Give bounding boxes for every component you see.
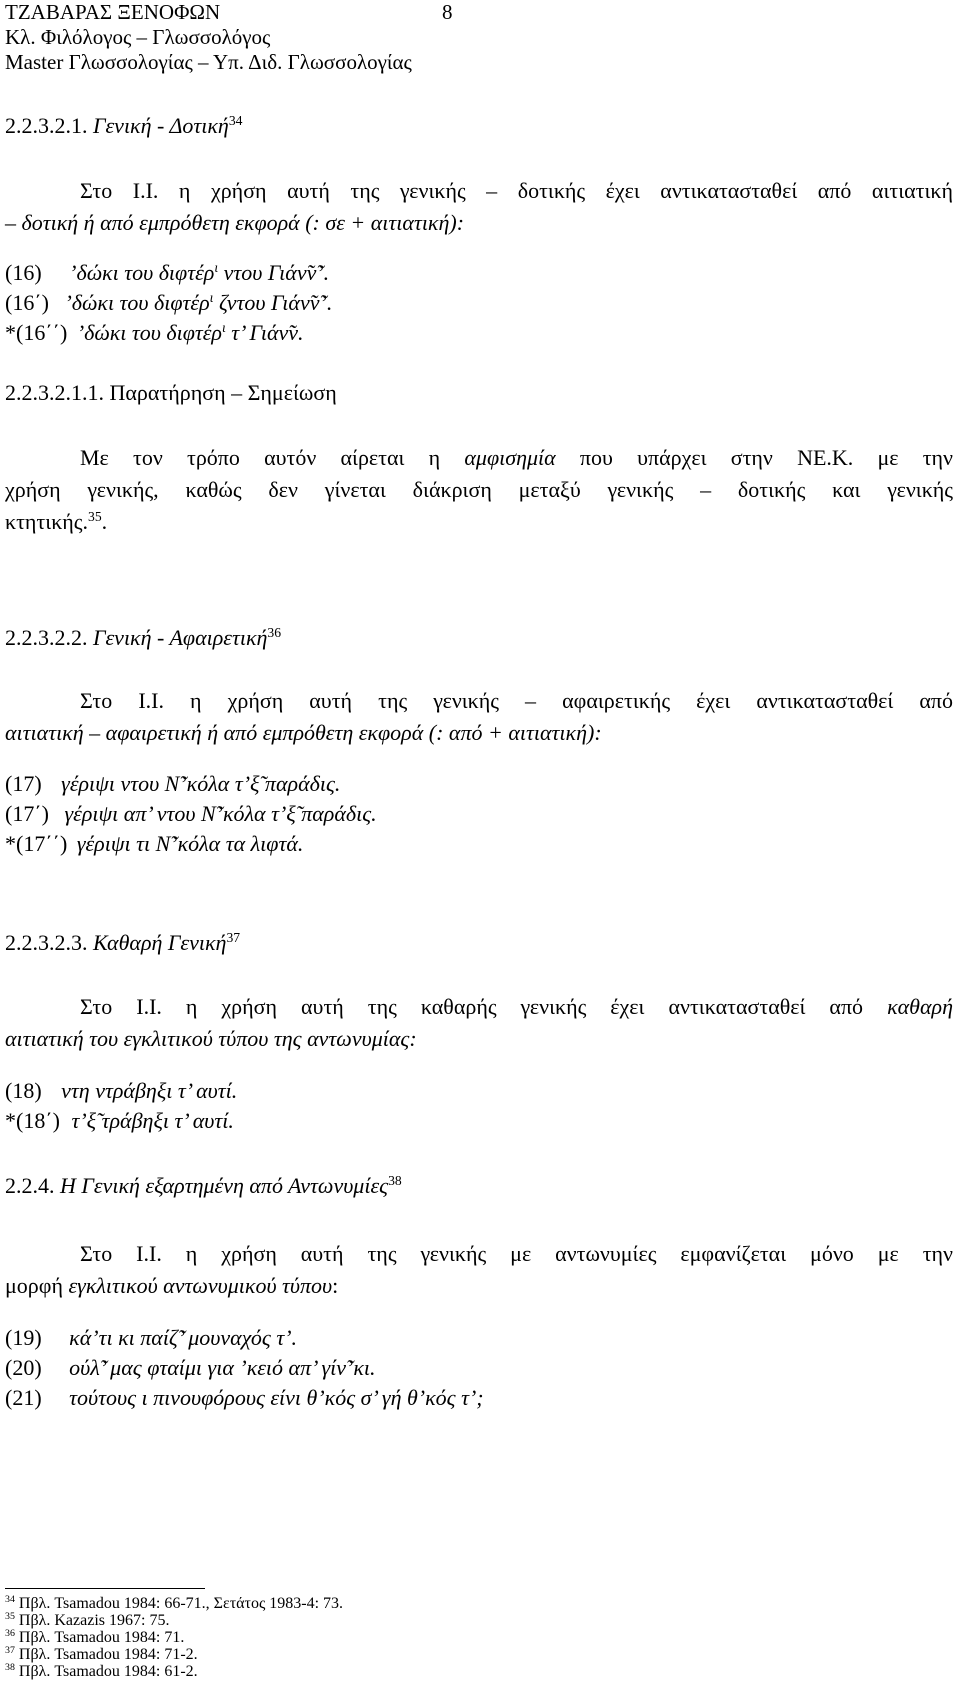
example-number: *(18΄)	[5, 1108, 60, 1133]
example-16a: (16΄) ’δώκι του διφτέρ$^\iota$ ζντου Γιάν̃ν̃’.	[5, 289, 333, 315]
section-number: 2.2.3.2.1.1.	[5, 380, 104, 405]
example-20: (20) ούλ̃’ μας φταίμι για ’κειό απ’ γίν̃’κι.	[5, 1355, 376, 1380]
example-17: (17) γέριψι ντου Ν̃’κόλα τ’ξ̃ παράδις.	[5, 771, 341, 796]
example-16b: *(16΄΄) ’δώκι του διφτέρ$^\iota$ τ’ Γιάν̃ν.	[5, 319, 304, 345]
paragraph-line: Στο Ι.Ι. η χρήση αυτή της γενικής με αντωνυμίες εμφανίζεται μόνο με την	[80, 1241, 953, 1266]
footnote-ref: 36	[267, 624, 282, 640]
page-number: 8	[442, 0, 453, 24]
example-number: *(17΄΄)	[5, 831, 68, 856]
example-19: (19) κά’τι κι παίζ̃’ μουναχός τ’.	[5, 1325, 298, 1350]
paragraph-line: αιτιατική του εγκλιτικού τύπου της αντωνυμίας:	[5, 1026, 417, 1051]
section-title: Γενική - Δοτική	[93, 113, 229, 138]
header-author: ΤΖΑΒΑΡΑΣ ΞΕΝΟΦΩΝ	[5, 0, 221, 24]
footnote: $^{35}$ Πβλ. Kazazis 1967: 75.	[5, 1610, 170, 1629]
paragraph-line: αιτιατική – αφαιρετική ή από εμπρόθετη εκφορά (: από + αιτιατική):	[5, 720, 602, 745]
paragraph-line: Με τον τρόπο αυτόν αίρεται η αμφισημία που υπάρχει στην ΝΕ.Κ. με την	[80, 445, 954, 470]
subsection-heading	[5, 382, 337, 404]
example-number: (17΄)	[5, 801, 49, 826]
example-number: (16΄)	[5, 290, 49, 315]
section-number: 2.2.3.2.3.	[5, 930, 88, 955]
footnote-ref: 38	[388, 1172, 402, 1188]
section-title: Η Γενική εξαρτημένη από Αντωνυμίες	[60, 1173, 389, 1198]
example-number: (19)	[5, 1325, 42, 1350]
header-degree: Master Γλωσσολογίας – Υπ. Διδ. Γλωσσολογίας	[5, 50, 412, 74]
footnote: $^{37}$ Πβλ. Tsamadou 1984: 71-2.	[5, 1644, 198, 1663]
section-number: 2.2.4.	[5, 1173, 55, 1198]
example-21: (21) τούτους ι πινουφόρους είνι θ’κός σ’ γή θ’κός τ’;	[5, 1385, 484, 1410]
example-number: (18)	[5, 1078, 42, 1103]
paragraph-line: – δοτική ή από εμπρόθετη εκφορά (: σε + αιτιατική):	[5, 210, 465, 235]
section-title: Γενική - Αφαιρετική	[93, 625, 268, 650]
footnote: $^{34}$ Πβλ. Tsamadou 1984: 66-71., Σετάτος 1983-4: 73.	[5, 1593, 344, 1612]
footnote-ref: 34	[228, 112, 243, 128]
example-number: (21)	[5, 1385, 42, 1410]
paragraph-line: Στο Ι.Ι. η χρήση αυτή της γενικής – δοτικής έχει αντικατασταθεί από αιτιατική	[80, 178, 953, 203]
example-16: (16) ’δώκι του διφτέρ$^\iota$ ντου Γιάν̃ν̃’.	[5, 259, 330, 285]
paragraph-line: Στο Ι.Ι. η χρήση αυτή της γενικής – αφαιρετικής έχει αντικατασταθεί από	[80, 688, 953, 713]
example-number: (17)	[5, 771, 42, 796]
section-number: 2.2.3.2.1.	[5, 113, 88, 138]
header-role: Κλ. Φιλόλογος – Γλωσσολόγος	[5, 25, 271, 49]
section-number: 2.2.3.2.2.	[5, 625, 88, 650]
footnote-ref: 37	[226, 929, 241, 945]
paragraph-line: χρήση γενικής, καθώς δεν γίνεται διάκριση μεταξύ γενικής – δοτικής και γενικής	[5, 477, 953, 502]
footnote-separator	[5, 1588, 205, 1589]
section-heading	[5, 929, 241, 955]
example-17a: (17΄) γέριψι απ’ ντου Ν̃’κόλα τ’ξ̃ παράδις.	[5, 801, 377, 826]
example-number: *(16΄΄)	[5, 320, 68, 345]
section-title: Παρατήρηση – Σημείωση	[109, 380, 337, 405]
paragraph-line: μορφή εγκλιτικού αντωνυμικού τύπου:	[5, 1273, 339, 1298]
footnote-ref: 35	[88, 508, 102, 524]
section-title: Καθαρή Γενική	[93, 930, 227, 955]
footnote: $^{38}$ Πβλ. Tsamadou 1984: 61-2.	[5, 1661, 198, 1680]
footnote: $^{36}$ Πβλ. Tsamadou 1984: 71.	[5, 1627, 185, 1646]
example-18a: *(18΄) τ’ξ̃ τράβηξι τ’ αυτί.	[5, 1108, 234, 1133]
paragraph-line: Στο Ι.Ι. η χρήση αυτή της καθαρής γενικής έχει αντικατασταθεί από καθαρή	[80, 994, 954, 1019]
section-heading	[5, 624, 282, 650]
example-number: (16)	[5, 260, 42, 285]
section-heading	[5, 112, 243, 138]
example-17b: *(17΄΄) γέριψι τι Ν̃’κόλα τα λιφτά.	[5, 831, 304, 856]
example-number: (20)	[5, 1355, 42, 1380]
section-heading	[5, 1172, 402, 1198]
example-18: (18) ντη ντράβηξι τ’ αυτί.	[5, 1078, 238, 1103]
paragraph-line: κτητικής.$^{35}$.	[5, 508, 108, 534]
